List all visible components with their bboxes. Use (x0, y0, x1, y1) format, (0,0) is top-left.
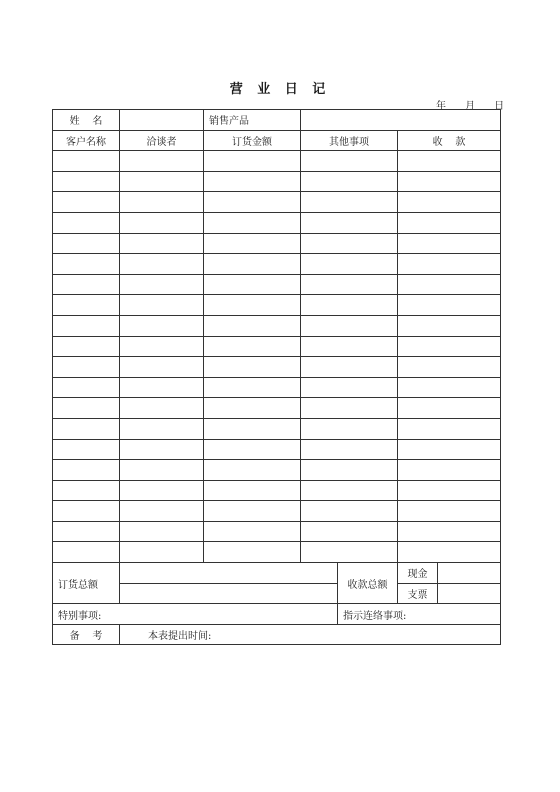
table-row (53, 192, 501, 213)
cell-customer[interactable] (53, 501, 120, 522)
page-title: 营 业 日 记 (229, 82, 331, 97)
cell-customer[interactable] (53, 254, 120, 275)
cell-payment[interactable] (398, 254, 501, 275)
cell-other-matters[interactable] (301, 377, 398, 398)
totals-row-1 (53, 563, 501, 584)
name-field[interactable] (120, 110, 204, 131)
table-row (53, 254, 501, 275)
cell-customer[interactable] (53, 521, 120, 542)
table-row (53, 336, 501, 357)
header-row (53, 110, 501, 131)
cell-negotiator[interactable] (120, 460, 204, 481)
cell-order-amount[interactable] (204, 171, 301, 192)
table-row (53, 171, 501, 192)
notes-row (53, 604, 501, 625)
business-diary-form (52, 109, 501, 645)
cash-label: 现金 (398, 563, 438, 584)
cell-other-matters[interactable] (301, 460, 398, 481)
cell-negotiator[interactable] (120, 315, 204, 336)
instruction-matters-label: 指示连络事项: (343, 610, 407, 622)
table-row (53, 542, 501, 563)
table-row (53, 315, 501, 336)
cell-other-matters[interactable] (301, 192, 398, 213)
col-header-other-matters: 其他事项 (301, 130, 398, 151)
cell-other-matters[interactable] (301, 480, 398, 501)
cell-other-matters[interactable] (301, 171, 398, 192)
cell-negotiator[interactable] (120, 212, 204, 233)
cell-payment[interactable] (398, 233, 501, 254)
cell-negotiator[interactable] (120, 542, 204, 563)
cell-negotiator[interactable] (120, 295, 204, 316)
cell-order-amount[interactable] (204, 336, 301, 357)
cell-order-amount[interactable] (204, 521, 301, 542)
cell-customer[interactable] (53, 151, 120, 172)
payment-total-label: 收款总额 (338, 563, 398, 604)
table-row (53, 398, 501, 419)
cell-customer[interactable] (53, 357, 120, 378)
cell-order-amount[interactable] (204, 480, 301, 501)
cell-order-amount[interactable] (204, 212, 301, 233)
order-total-field[interactable] (120, 563, 338, 584)
cell-customer[interactable] (53, 480, 120, 501)
cell-payment[interactable] (398, 542, 501, 563)
cell-payment[interactable] (398, 336, 501, 357)
cell-other-matters[interactable] (301, 233, 398, 254)
table-row (53, 212, 501, 233)
check-label: 支票 (398, 583, 438, 604)
totals-row-2 (53, 583, 501, 604)
table-row (53, 521, 501, 542)
cell-payment[interactable] (398, 377, 501, 398)
cell-other-matters[interactable] (301, 336, 398, 357)
cell-order-amount[interactable] (204, 418, 301, 439)
cell-other-matters[interactable] (301, 254, 398, 275)
table-row (53, 418, 501, 439)
cell-order-amount[interactable] (204, 254, 301, 275)
table-row (53, 233, 501, 254)
cell-payment[interactable] (398, 212, 501, 233)
cell-negotiator[interactable] (120, 357, 204, 378)
cell-customer[interactable] (53, 192, 120, 213)
cell-negotiator[interactable] (120, 192, 204, 213)
cell-customer[interactable] (53, 542, 120, 563)
cell-order-amount[interactable] (204, 542, 301, 563)
cell-order-amount[interactable] (204, 274, 301, 295)
submit-time-field[interactable] (120, 624, 501, 645)
table-row (53, 439, 501, 460)
cell-negotiator[interactable] (120, 151, 204, 172)
remarks-label: 备 考 (53, 624, 120, 645)
cell-order-amount[interactable] (204, 315, 301, 336)
table-row (53, 151, 501, 172)
cell-other-matters[interactable] (301, 542, 398, 563)
table-row (53, 357, 501, 378)
cell-payment[interactable] (398, 171, 501, 192)
cell-order-amount[interactable] (204, 357, 301, 378)
table-row (53, 295, 501, 316)
remarks-row (53, 624, 501, 645)
cell-customer[interactable] (53, 212, 120, 233)
cell-payment[interactable] (398, 357, 501, 378)
column-header-row (53, 130, 501, 151)
cell-customer[interactable] (53, 315, 120, 336)
cell-order-amount[interactable] (204, 192, 301, 213)
cell-payment[interactable] (398, 418, 501, 439)
cell-customer[interactable] (53, 377, 120, 398)
table-row (53, 274, 501, 295)
table-row (53, 480, 501, 501)
cell-negotiator[interactable] (120, 274, 204, 295)
cell-payment[interactable] (398, 439, 501, 460)
cell-other-matters[interactable] (301, 274, 398, 295)
cell-other-matters[interactable] (301, 501, 398, 522)
product-label: 销售产品 (204, 110, 301, 131)
cell-negotiator[interactable] (120, 171, 204, 192)
cell-payment[interactable] (398, 274, 501, 295)
cell-negotiator[interactable] (120, 439, 204, 460)
cell-customer[interactable] (53, 295, 120, 316)
cell-other-matters[interactable] (301, 295, 398, 316)
cell-order-amount[interactable] (204, 233, 301, 254)
cell-customer[interactable] (53, 460, 120, 481)
cell-order-amount[interactable] (204, 377, 301, 398)
cell-customer[interactable] (53, 233, 120, 254)
cell-payment[interactable] (398, 460, 501, 481)
cell-payment[interactable] (398, 151, 501, 172)
cell-negotiator[interactable] (120, 336, 204, 357)
date-line: 年 月 日 (436, 101, 505, 112)
special-matters-label: 特别事项: (58, 610, 102, 622)
cell-order-amount[interactable] (204, 439, 301, 460)
cell-payment[interactable] (398, 480, 501, 501)
cell-order-amount[interactable] (204, 295, 301, 316)
cell-negotiator[interactable] (120, 480, 204, 501)
col-header-customer: 客户名称 (53, 130, 120, 151)
cell-negotiator[interactable] (120, 233, 204, 254)
cell-negotiator[interactable] (120, 418, 204, 439)
cell-customer[interactable] (53, 274, 120, 295)
cell-order-amount[interactable] (204, 151, 301, 172)
table-row (53, 460, 501, 481)
cell-customer[interactable] (53, 418, 120, 439)
cell-payment[interactable] (398, 398, 501, 419)
col-header-payment: 收 款 (398, 130, 501, 151)
special-matters-field[interactable] (53, 604, 338, 625)
cell-other-matters[interactable] (301, 212, 398, 233)
cell-customer[interactable] (53, 336, 120, 357)
cell-order-amount[interactable] (204, 460, 301, 481)
instruction-matters-field[interactable] (338, 604, 501, 625)
order-total-label: 订货总额 (53, 563, 120, 604)
cell-negotiator[interactable] (120, 398, 204, 419)
cell-order-amount[interactable] (204, 398, 301, 419)
cell-order-amount[interactable] (204, 501, 301, 522)
cell-payment[interactable] (398, 295, 501, 316)
cell-other-matters[interactable] (301, 418, 398, 439)
order-total-field-2[interactable] (120, 583, 338, 604)
check-field[interactable] (438, 583, 501, 604)
cell-other-matters[interactable] (301, 151, 398, 172)
cell-negotiator[interactable] (120, 377, 204, 398)
table-row (53, 501, 501, 522)
table-row (53, 377, 501, 398)
cell-payment[interactable] (398, 192, 501, 213)
cell-payment[interactable] (398, 521, 501, 542)
cell-other-matters[interactable] (301, 521, 398, 542)
cell-negotiator[interactable] (120, 254, 204, 275)
cell-negotiator[interactable] (120, 521, 204, 542)
cell-customer[interactable] (53, 439, 120, 460)
cell-other-matters[interactable] (301, 398, 398, 419)
cell-payment[interactable] (398, 315, 501, 336)
cell-payment[interactable] (398, 501, 501, 522)
col-header-order-amount: 订货金额 (204, 130, 301, 151)
cell-customer[interactable] (53, 171, 120, 192)
cell-other-matters[interactable] (301, 439, 398, 460)
cash-field[interactable] (438, 563, 501, 584)
cell-negotiator[interactable] (120, 501, 204, 522)
cell-other-matters[interactable] (301, 357, 398, 378)
name-label: 姓 名 (53, 110, 120, 131)
submit-time-label: 本表提出时间: (148, 631, 212, 643)
cell-other-matters[interactable] (301, 315, 398, 336)
col-header-negotiator: 洽谈者 (120, 130, 204, 151)
product-field[interactable] (301, 110, 501, 131)
cell-customer[interactable] (53, 398, 120, 419)
